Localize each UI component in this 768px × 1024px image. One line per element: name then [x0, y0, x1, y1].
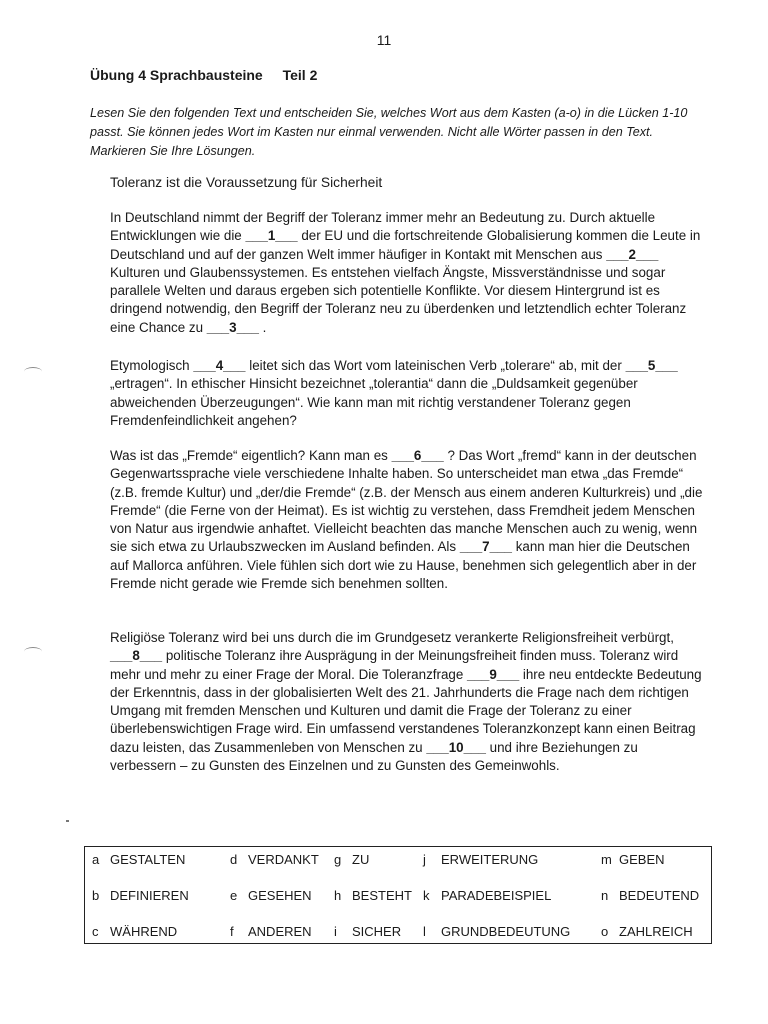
- paragraph-3: [110, 447, 706, 593]
- paragraph-text: Was ist das „Fremde“ eigentlich? Kann man es: [110, 448, 392, 463]
- exercise-topic: Sprachbausteine: [149, 67, 263, 83]
- word-option-b[interactable]: [92, 888, 189, 903]
- word-option-m[interactable]: [601, 852, 665, 867]
- option-word: GESEHEN: [248, 888, 312, 903]
- gap-2[interactable]: ___2___: [606, 246, 659, 262]
- text-title: Toleranz ist die Voraussetzung für Sicherheit: [110, 175, 383, 190]
- gap-8[interactable]: ___8___: [110, 648, 163, 664]
- option-word: ZAHLREICH: [619, 924, 693, 939]
- gap-4[interactable]: ___4___: [193, 358, 246, 373]
- option-letter: j: [423, 852, 426, 867]
- option-letter: m: [601, 852, 612, 867]
- paragraph-text: politische Toleranz ihre Ausprägung in der Meinungsfreiheit finden muss. Toleranz wird mehr und mehr zu einer Frage der Moral. Die Toleranzfrage: [110, 648, 679, 682]
- instructions: Lesen Sie den folgenden Text und entscheiden Sie, welches Wort aus dem Kasten (a-o) in die Lücken 1-10 passt. Sie können jedes Wort im Kasten nur einmal verwenden. Nicht alle Wörter passen in den Text. Markieren Sie Ihre Lösungen.: [90, 106, 688, 158]
- paragraph-text: kann man hier die Deutschen auf Mallorca anführen. Viele fühlen sich dort wie zu Hause, benehmen sich gelegentlich aber in der Fremde nicht gerade wie Fremde sich benehmen sollten.: [110, 539, 697, 592]
- gap-9[interactable]: ___9___: [467, 666, 520, 682]
- option-word: ZU: [352, 852, 370, 867]
- exercise-title: [90, 67, 317, 83]
- option-word: BEDEUTEND: [619, 888, 700, 903]
- paragraph-text: Religiöse Toleranz wird bei uns durch die im Grundgesetz verankerte Religionsfreiheit verbürgt,: [110, 630, 674, 645]
- option-letter: k: [423, 888, 430, 903]
- word-option-h[interactable]: [334, 888, 412, 903]
- paragraph-text: Etymologisch: [110, 358, 194, 373]
- option-word: DEFINIEREN: [110, 888, 189, 903]
- gap-6[interactable]: ___6___: [391, 448, 444, 463]
- option-letter: n: [601, 888, 609, 903]
- option-word: PARADEBEISPIEL: [441, 888, 552, 903]
- paragraph-text: und ihre Beziehungen zu verbessern – zu Gunsten des Einzelnen und zu Gunsten des Gemeinwohls.: [110, 739, 638, 774]
- word-box: [84, 846, 712, 944]
- word-option-i[interactable]: [334, 924, 401, 939]
- option-word: WÄHREND: [110, 924, 178, 939]
- option-word: VERDANKT: [248, 852, 319, 867]
- scan-dot: [66, 820, 69, 822]
- word-option-g[interactable]: [334, 852, 369, 867]
- option-letter: l: [423, 924, 426, 939]
- paragraph-text: ? Das Wort „fremd“ kann in der deutschen Gegenwartssprache viele verschiedene Inhalte haben. So unterscheidet man etwa „das Fremde“ (z.B. fremde Kultur) und „der/die Fremde“ (z.B. der Mensch aus einem anderen Kulturkreis) und „die Fremde“ (die Ferne von der Heimat). Es ist wichtig zu verstehen, dass Fremdheit jedem Menschen von Natur aus irgendwie anhaftet. Vielleicht beachten das manche Menschen auch zu wenig, wenn sie sich etwa zu Urlaubszwecken im Ausland befinden. Als: [110, 448, 703, 555]
- word-option-e[interactable]: [230, 888, 312, 903]
- paragraph-4: [110, 629, 706, 775]
- option-letter: o: [601, 924, 609, 939]
- option-word: GRUNDBEDEUTUNG: [441, 924, 571, 939]
- word-option-n[interactable]: [601, 888, 699, 903]
- paragraph-text: der EU und die fortschreitende Globalisierung kommen die Leute in Deutschland und auf der ganzen Welt immer häufiger in Kontakt mit Menschen aus: [110, 228, 701, 262]
- option-letter: f: [230, 924, 234, 939]
- word-option-a[interactable]: [92, 852, 185, 867]
- option-word: BESTEHT: [352, 888, 412, 903]
- gap-10[interactable]: ___10___: [426, 739, 486, 755]
- word-option-c[interactable]: [92, 924, 177, 939]
- word-option-k[interactable]: [423, 888, 551, 903]
- option-word: GEBEN: [619, 852, 665, 867]
- option-letter: h: [334, 888, 342, 903]
- gap-1[interactable]: ___1___: [245, 228, 298, 244]
- option-word: ERWEITERUNG: [441, 852, 539, 867]
- option-word: SICHER: [352, 924, 402, 939]
- option-letter: b: [92, 888, 100, 903]
- paragraph-1: [110, 209, 706, 337]
- margin-mark: [24, 647, 42, 656]
- option-word: GESTALTEN: [110, 852, 186, 867]
- option-letter: e: [230, 888, 238, 903]
- option-letter: i: [334, 924, 337, 939]
- exercise-part: Teil 2: [282, 67, 318, 83]
- word-option-o[interactable]: [601, 924, 693, 939]
- page-number: 11: [376, 32, 392, 48]
- gap-7[interactable]: ___7___: [459, 539, 512, 555]
- margin-mark: [24, 367, 42, 376]
- word-option-f[interactable]: [230, 924, 312, 939]
- option-letter: a: [92, 852, 100, 867]
- exercise-number: Übung 4: [90, 67, 146, 83]
- word-option-j[interactable]: [423, 852, 538, 867]
- option-letter: c: [92, 924, 99, 939]
- word-option-l[interactable]: [423, 924, 570, 939]
- paragraph-text: In Deutschland nimmt der Begriff der Toleranz immer mehr an Bedeutung zu. Durch aktuelle Entwicklungen wie die: [110, 210, 656, 244]
- paragraph-text: „ertragen“. In ethischer Hinsicht bezeichnet „tolerantia“ dann die „Duldsamkeit gegenüber abweichenden Überzeugungen“. Wie kann man mit richtig verstandener Toleranz gegen Fremdenfeindlichkeit angehen?: [110, 376, 638, 428]
- paragraph-2: [110, 357, 706, 430]
- paragraph-text: leitet sich das Wort vom lateinischen Verb „tolerare“ ab, mit der: [245, 358, 626, 373]
- gap-5[interactable]: ___5___: [625, 358, 678, 373]
- option-letter: d: [230, 852, 238, 867]
- gap-3[interactable]: ___3___: [206, 319, 259, 335]
- paragraph-text: ihre neu entdeckte Bedeutung der Erkenntnis, dass in der globalisierten Welt des 21. Jahrhunderts die Frage nach dem richtigen Umgang mit fremden Menschen und Kulturen und damit die Frage der Toleranz zu einer überlebenswichtigen Frage wird. Ein umfassend verstandenes Toleranzkonzept kann einen Beitrag dazu leisten, das Zusammenleben von Menschen zu: [110, 666, 702, 755]
- option-word: ANDEREN: [248, 924, 312, 939]
- paragraph-text: Kulturen und Glaubenssystemen. Es entstehen vielfach Ängste, Missverständnisse und sogar parallele Welten und daraus ergeben sich potentielle Konflikte. Vor diesem Hintergrund ist es dringend notwendig, den Begriff der Toleranz neu zu überdenken und letztendlich echter Toleranz eine Chance zu: [110, 264, 687, 335]
- option-letter: g: [334, 852, 342, 867]
- word-option-d[interactable]: [230, 852, 319, 867]
- paragraph-text: .: [258, 319, 267, 335]
